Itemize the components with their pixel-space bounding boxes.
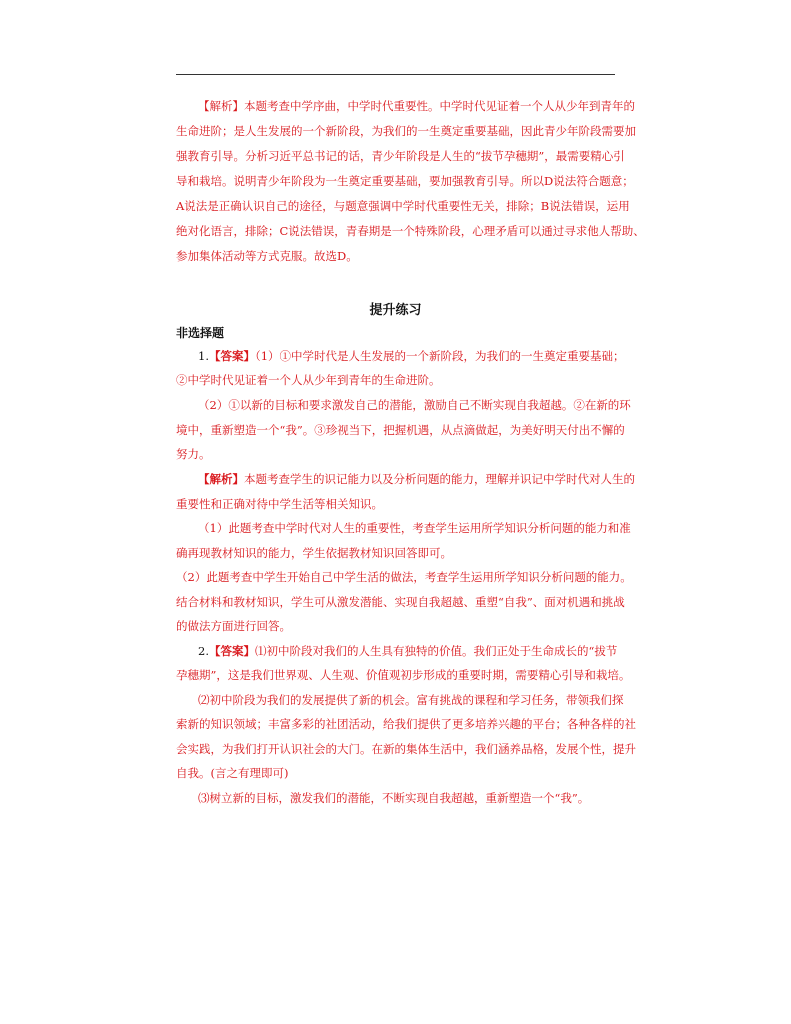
q1-analysis-text: 本题考查学生的识记能力以及分析问题的能力，理解并识记中学时代对人生的 — [244, 472, 635, 486]
q1-a2-line1: （2）①以新的目标和要求激发自己的潜能，激励自己不断实现自我超越。②在新的环 — [198, 398, 631, 412]
q1-p2-line2: 结合材料和教材知识，学生可从激发潜能、实现自我超越、重塑“自我”、面对机遇和挑战 — [176, 595, 625, 609]
q2-answer-line — [198, 644, 617, 658]
q2-a2-line4: 自我。(言之有理即可) — [176, 766, 289, 780]
q2-a2-line1: ⑵初中阶段为我们的发展提供了新的机会。富有挑战的课程和学习任务，带领我们探 — [198, 693, 624, 707]
header-rule — [176, 74, 615, 75]
subsection-title: 非选择题 — [176, 326, 225, 340]
q1-a2-line2: 境中，重新塑造一个“我”。③珍视当下，把握机遇，从点滴做起，为美好明天付出不懈的 — [176, 423, 625, 437]
analysis1-line: 【解析】本题考查中学序曲，中学时代重要性。中学时代见证着一个人从少年到青年的 — [198, 99, 635, 113]
q2-a2-line3: 会实践，为我们打开认识社会的大门。在新的集体生活中，我们涵养品格，发展个性，提升 — [176, 742, 636, 756]
q1-p1-line2: 确再现教材知识的能力，学生依据教材知识回答即可。 — [176, 546, 452, 560]
q1-answer-line — [198, 349, 625, 363]
q1-analysis-line1 — [198, 472, 635, 486]
analysis1-line: 参加集体活动等方式克服。故选D。 — [176, 249, 358, 263]
analysis1-line: 生命进阶；是人生发展的一个新阶段，为我们的一生奠定重要基础，因此青少年阶段需要加 — [176, 124, 636, 138]
q1-number: 1. — [198, 349, 209, 363]
q1-answer-label: 【答案】 — [208, 349, 255, 363]
analysis1-line: 强教育引导。分析习近平总书记的话，青少年阶段是人生的“拔节孕穗期”，最需要精心引 — [176, 149, 625, 163]
q1-a1-line1: （1）①中学时代是人生发展的一个新阶段，为我们的一生奠定重要基础； — [254, 349, 625, 363]
q2-a1-line1: ⑴初中阶段对我们的人生具有独特的价值。我们正处于生命成长的“拔节 — [254, 644, 618, 658]
q2-number: 2. — [198, 644, 209, 658]
q1-p2-line1: （2）此题考查中学生开始自己中学生活的做法，考查学生运用所学知识分析问题的能力。 — [176, 570, 632, 584]
q1-p2-line3: 的做法方面进行回答。 — [176, 619, 291, 633]
q2-a3-line1: ⑶树立新的目标，激发我们的潜能，不断实现自我超越，重新塑造一个“我”。 — [198, 791, 590, 805]
q2-a1-line2: 孕穗期”，这是我们世界观、人生观、价值观初步形成的重要时期，需要精心引导和栽培。 — [176, 668, 631, 682]
q1-analysis-line2: 重要性和正确对待中学生活等相关知识。 — [176, 497, 383, 511]
q2-answer-label: 【答案】 — [208, 644, 255, 658]
analysis1-line: 导和栽培。说明青少年阶段为一生奠定重要基础，要加强教育引导。所以D说法符合题意； — [176, 174, 634, 188]
q1-a2-line3: 努力。 — [176, 447, 211, 461]
analysis1-line: 绝对化语言，排除；C说法错误，青春期是一个特殊阶段，心理矛盾可以通过寻求他人帮助、 — [176, 224, 645, 238]
analysis1-line: A说法是正确认识自己的途径，与题意强调中学时代重要性无关，排除；B说法错误，运用 — [176, 199, 630, 213]
q1-a1-line2: ②中学时代见证着一个人从少年到青年的生命进阶。 — [176, 373, 441, 387]
q1-analysis-label: 【解析】 — [198, 472, 244, 486]
q2-a2-line2: 索新的知识领域；丰富多彩的社团活动，给我们提供了更多培养兴趣的平台；各种各样的社 — [176, 717, 636, 731]
q1-p1-line1: （1）此题考查中学时代对人生的重要性，考查学生运用所学知识分析问题的能力和准 — [198, 521, 631, 535]
section-title: 提升练习 — [369, 303, 422, 318]
